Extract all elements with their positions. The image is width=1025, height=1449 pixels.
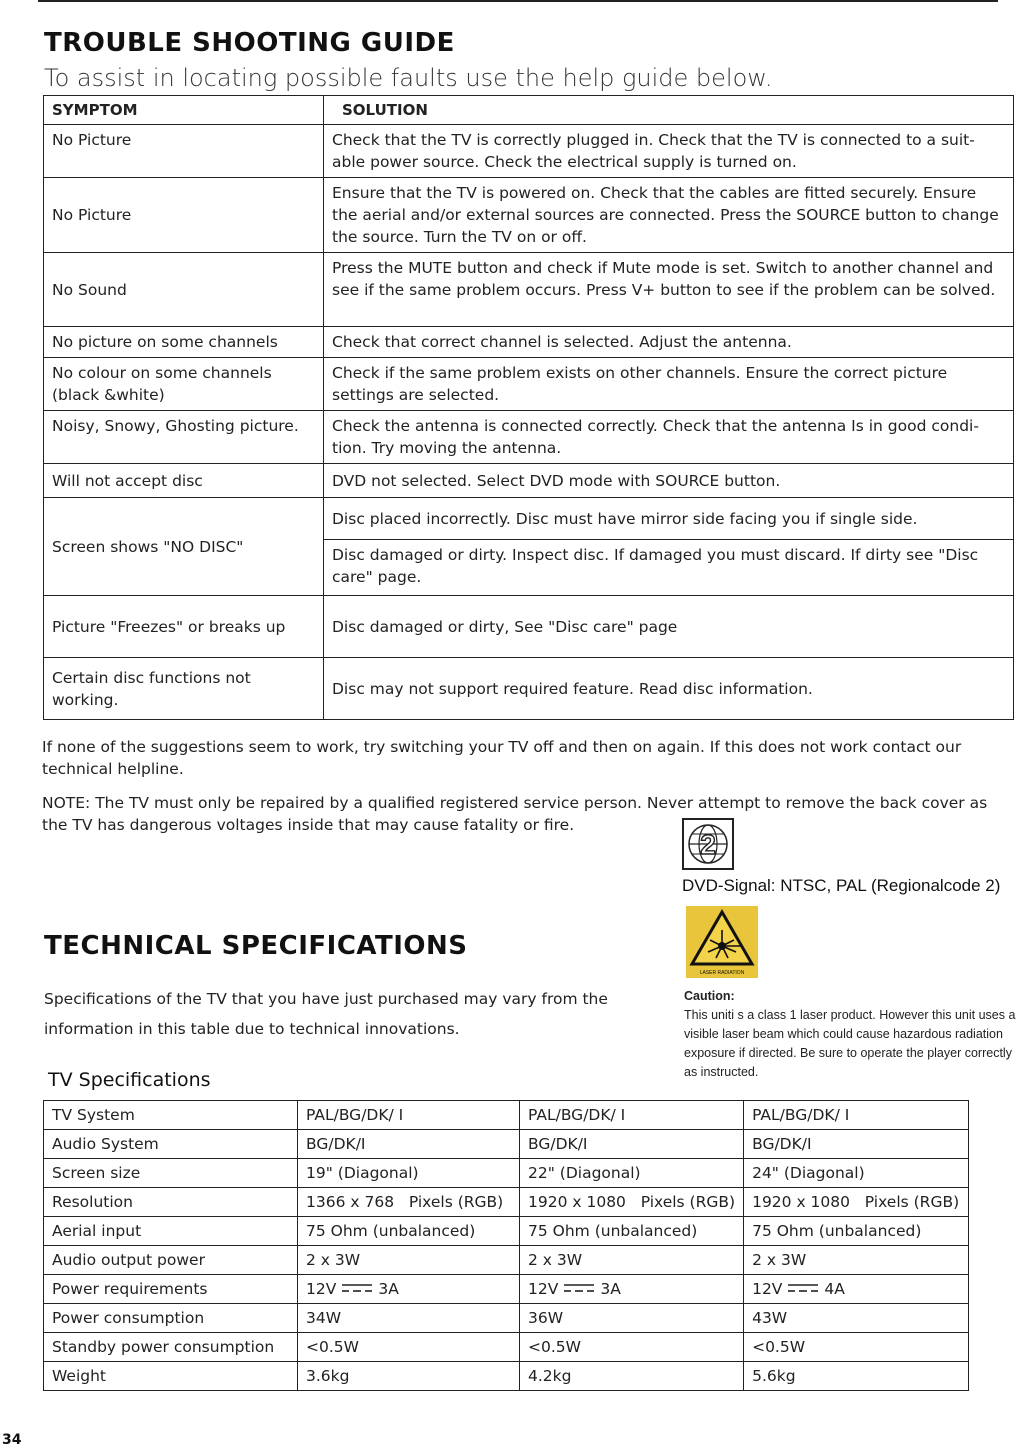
spec-label: Audio System (44, 1130, 298, 1159)
symptom-cell: Picture "Freezes" or breaks up (44, 596, 324, 658)
amperage: 3A (600, 1280, 621, 1298)
spec-value: 22" (Diagonal) (520, 1159, 744, 1188)
table-header-row (44, 96, 1014, 125)
page-number: 34 (2, 1432, 22, 1448)
spec-value: PAL/BG/DK/ I (298, 1101, 520, 1130)
solution-cell: Ensure that the TV is powered on. Check that the cables are fitted securely. Ensure the aerial and/or external sources are connected. Press the SOURCE button to change the source. Turn the TV on or off. (324, 178, 1014, 253)
voltage: 12V (306, 1280, 337, 1298)
table-row (44, 1217, 969, 1246)
table-row (44, 253, 1014, 327)
spec-label: TV System (44, 1101, 298, 1130)
solution-cell: DVD not selected. Select DVD mode with SOURCE button. (324, 464, 1014, 498)
symptom-cell: No Sound (44, 253, 324, 327)
symptom-cell: No picture on some channels (44, 327, 324, 358)
table-row (44, 464, 1014, 498)
table-row (44, 658, 1014, 720)
symptom-cell: No Picture (44, 125, 324, 178)
spec-value: 4.2kg (520, 1362, 744, 1391)
symptom-cell: Screen shows "NO DISC" (44, 498, 324, 596)
solution-cell: Press the MUTE button and check if Mute mode is set. Switch to another channel and see if the same problem occurs. Press V+ button to see if the problem can be solved. (324, 253, 1014, 327)
region-number: 2 (700, 829, 716, 860)
spec-value: 43W (744, 1304, 969, 1333)
solution-cell: Check that correct channel is selected. Adjust the antenna. (324, 327, 1014, 358)
solution-cell: Disc damaged or dirty, See "Disc care" page (324, 596, 1014, 658)
spec-value: <0.5W (298, 1333, 520, 1362)
spec-value: 1920 x 1080 Pixels (RGB) (744, 1188, 969, 1217)
table-row (44, 596, 1014, 658)
solution-cell: Disc placed incorrectly. Disc must have mirror side facing you if single side. (324, 498, 1014, 540)
table-row (44, 1333, 969, 1362)
spec-label: Audio output power (44, 1246, 298, 1275)
spec-value: 36W (520, 1304, 744, 1333)
spec-label: Screen size (44, 1159, 298, 1188)
spec-value: BG/DK/I (520, 1130, 744, 1159)
table-row (44, 125, 1014, 178)
table-row (44, 1362, 969, 1391)
table-row (44, 358, 1014, 411)
symptom-cell: Certain disc functions not working. (44, 658, 324, 720)
spec-value: 2 x 3W (298, 1246, 520, 1275)
spec-label: Power consumption (44, 1304, 298, 1333)
spec-label: Resolution (44, 1188, 298, 1217)
caution-title: Caution: (684, 989, 735, 1003)
table-row (44, 178, 1014, 253)
troubleshooting-table (43, 95, 1014, 720)
spec-value (298, 1275, 520, 1304)
laser-warning-icon (686, 906, 758, 978)
spec-value: 75 Ohm (unbalanced) (520, 1217, 744, 1246)
spec-value: 1920 x 1080 Pixels (RGB) (520, 1188, 744, 1217)
troubleshooting-title: TROUBLE SHOOTING GUIDE (44, 28, 455, 58)
table-row (44, 498, 1014, 540)
tv-specs-heading: TV Specifications (48, 1069, 211, 1091)
solution-header: SOLUTION (324, 96, 1014, 125)
symptom-cell: Will not accept disc (44, 464, 324, 498)
dc-symbol-icon (564, 1283, 594, 1293)
spec-label: Weight (44, 1362, 298, 1391)
solution-cell: Check if the same problem exists on other channels. Ensure the correct picture settings are selected. (324, 358, 1014, 411)
spec-value (520, 1275, 744, 1304)
laser-label: LASER RADIATION (699, 970, 745, 976)
symptom-cell: No colour on some channels (black &white) (44, 358, 324, 411)
spec-value: PAL/BG/DK/ I (520, 1101, 744, 1130)
table-row (44, 1275, 969, 1304)
top-rule (38, 0, 998, 2)
spec-value (744, 1275, 969, 1304)
solution-cell: Check the antenna is connected correctly. Check that the antenna Is in good condi-tion. Try moving the antenna. (324, 411, 1014, 464)
troubleshooting-subtitle: To assist in locating possible faults use the help guide below. (44, 64, 773, 92)
spec-value: <0.5W (744, 1333, 969, 1362)
caution-text: This uniti s a class 1 laser product. However this unit uses a visible laser beam which could cause hazardous radiation exposure if directed. Be sure to operate the player correctly as instructed. (684, 1008, 1016, 1079)
spec-value: 24" (Diagonal) (744, 1159, 969, 1188)
table-row (44, 1130, 969, 1159)
spec-label: Power requirements (44, 1275, 298, 1304)
dvd-signal-caption: DVD-Signal: NTSC, PAL (Regionalcode 2) (682, 876, 1001, 895)
specs-intro: Specifications of the TV that you have just purchased may vary from the information in this table due to technical innovations. (44, 990, 608, 1038)
voltage: 12V (752, 1280, 783, 1298)
spec-value: 2 x 3W (744, 1246, 969, 1275)
table-row (44, 411, 1014, 464)
amperage: 4A (824, 1280, 845, 1298)
spec-value: BG/DK/I (298, 1130, 520, 1159)
table-row (44, 1188, 969, 1217)
spec-value: PAL/BG/DK/ I (744, 1101, 969, 1130)
spec-value: 34W (298, 1304, 520, 1333)
spec-label: Aerial input (44, 1217, 298, 1246)
dc-symbol-icon (788, 1283, 818, 1293)
table-row (44, 1246, 969, 1275)
table-row (44, 1101, 969, 1130)
spec-value: 75 Ohm (unbalanced) (298, 1217, 520, 1246)
spec-value: 1366 x 768 Pixels (RGB) (298, 1188, 520, 1217)
voltage: 12V (528, 1280, 559, 1298)
spec-label: Standby power consumption (44, 1333, 298, 1362)
solution-cell: Disc damaged or dirty. Inspect disc. If damaged you must discard. If dirty see "Disc care" page. (324, 540, 1014, 596)
table-row (44, 1304, 969, 1333)
spec-value: 5.6kg (744, 1362, 969, 1391)
specs-table (43, 1100, 969, 1391)
help-paragraph: If none of the suggestions seem to work, try switching your TV off and then on again. If this does not work contact our technical helpline. (42, 738, 962, 778)
solution-cell: Check that the TV is correctly plugged in. Check that the TV is connected to a suit-able power source. Check the electrical supply is turned on. (324, 125, 1014, 178)
note-paragraph: NOTE: The TV must only be repaired by a qualified registered service person. Never attempt to remove the back cover as the TV has dangerous voltages inside that may cause fatality or fire. (42, 794, 988, 834)
symptom-header: SYMPTOM (44, 96, 324, 125)
dc-symbol-icon (342, 1283, 372, 1293)
amperage: 3A (378, 1280, 399, 1298)
spec-value: 3.6kg (298, 1362, 520, 1391)
spec-value: 75 Ohm (unbalanced) (744, 1217, 969, 1246)
table-row (44, 327, 1014, 358)
spec-value: <0.5W (520, 1333, 744, 1362)
symptom-cell: Noisy, Snowy, Ghosting picture. (44, 411, 324, 464)
spec-value: BG/DK/I (744, 1130, 969, 1159)
spec-value: 2 x 3W (520, 1246, 744, 1275)
symptom-cell: No Picture (44, 178, 324, 253)
caution-block (684, 987, 1024, 1082)
spec-value: 19" (Diagonal) (298, 1159, 520, 1188)
specs-title: TECHNICAL SPECIFICATIONS (44, 931, 468, 961)
table-row (44, 1159, 969, 1188)
solution-cell: Disc may not support required feature. Read disc information. (324, 658, 1014, 720)
dvd-region-icon (682, 818, 734, 870)
